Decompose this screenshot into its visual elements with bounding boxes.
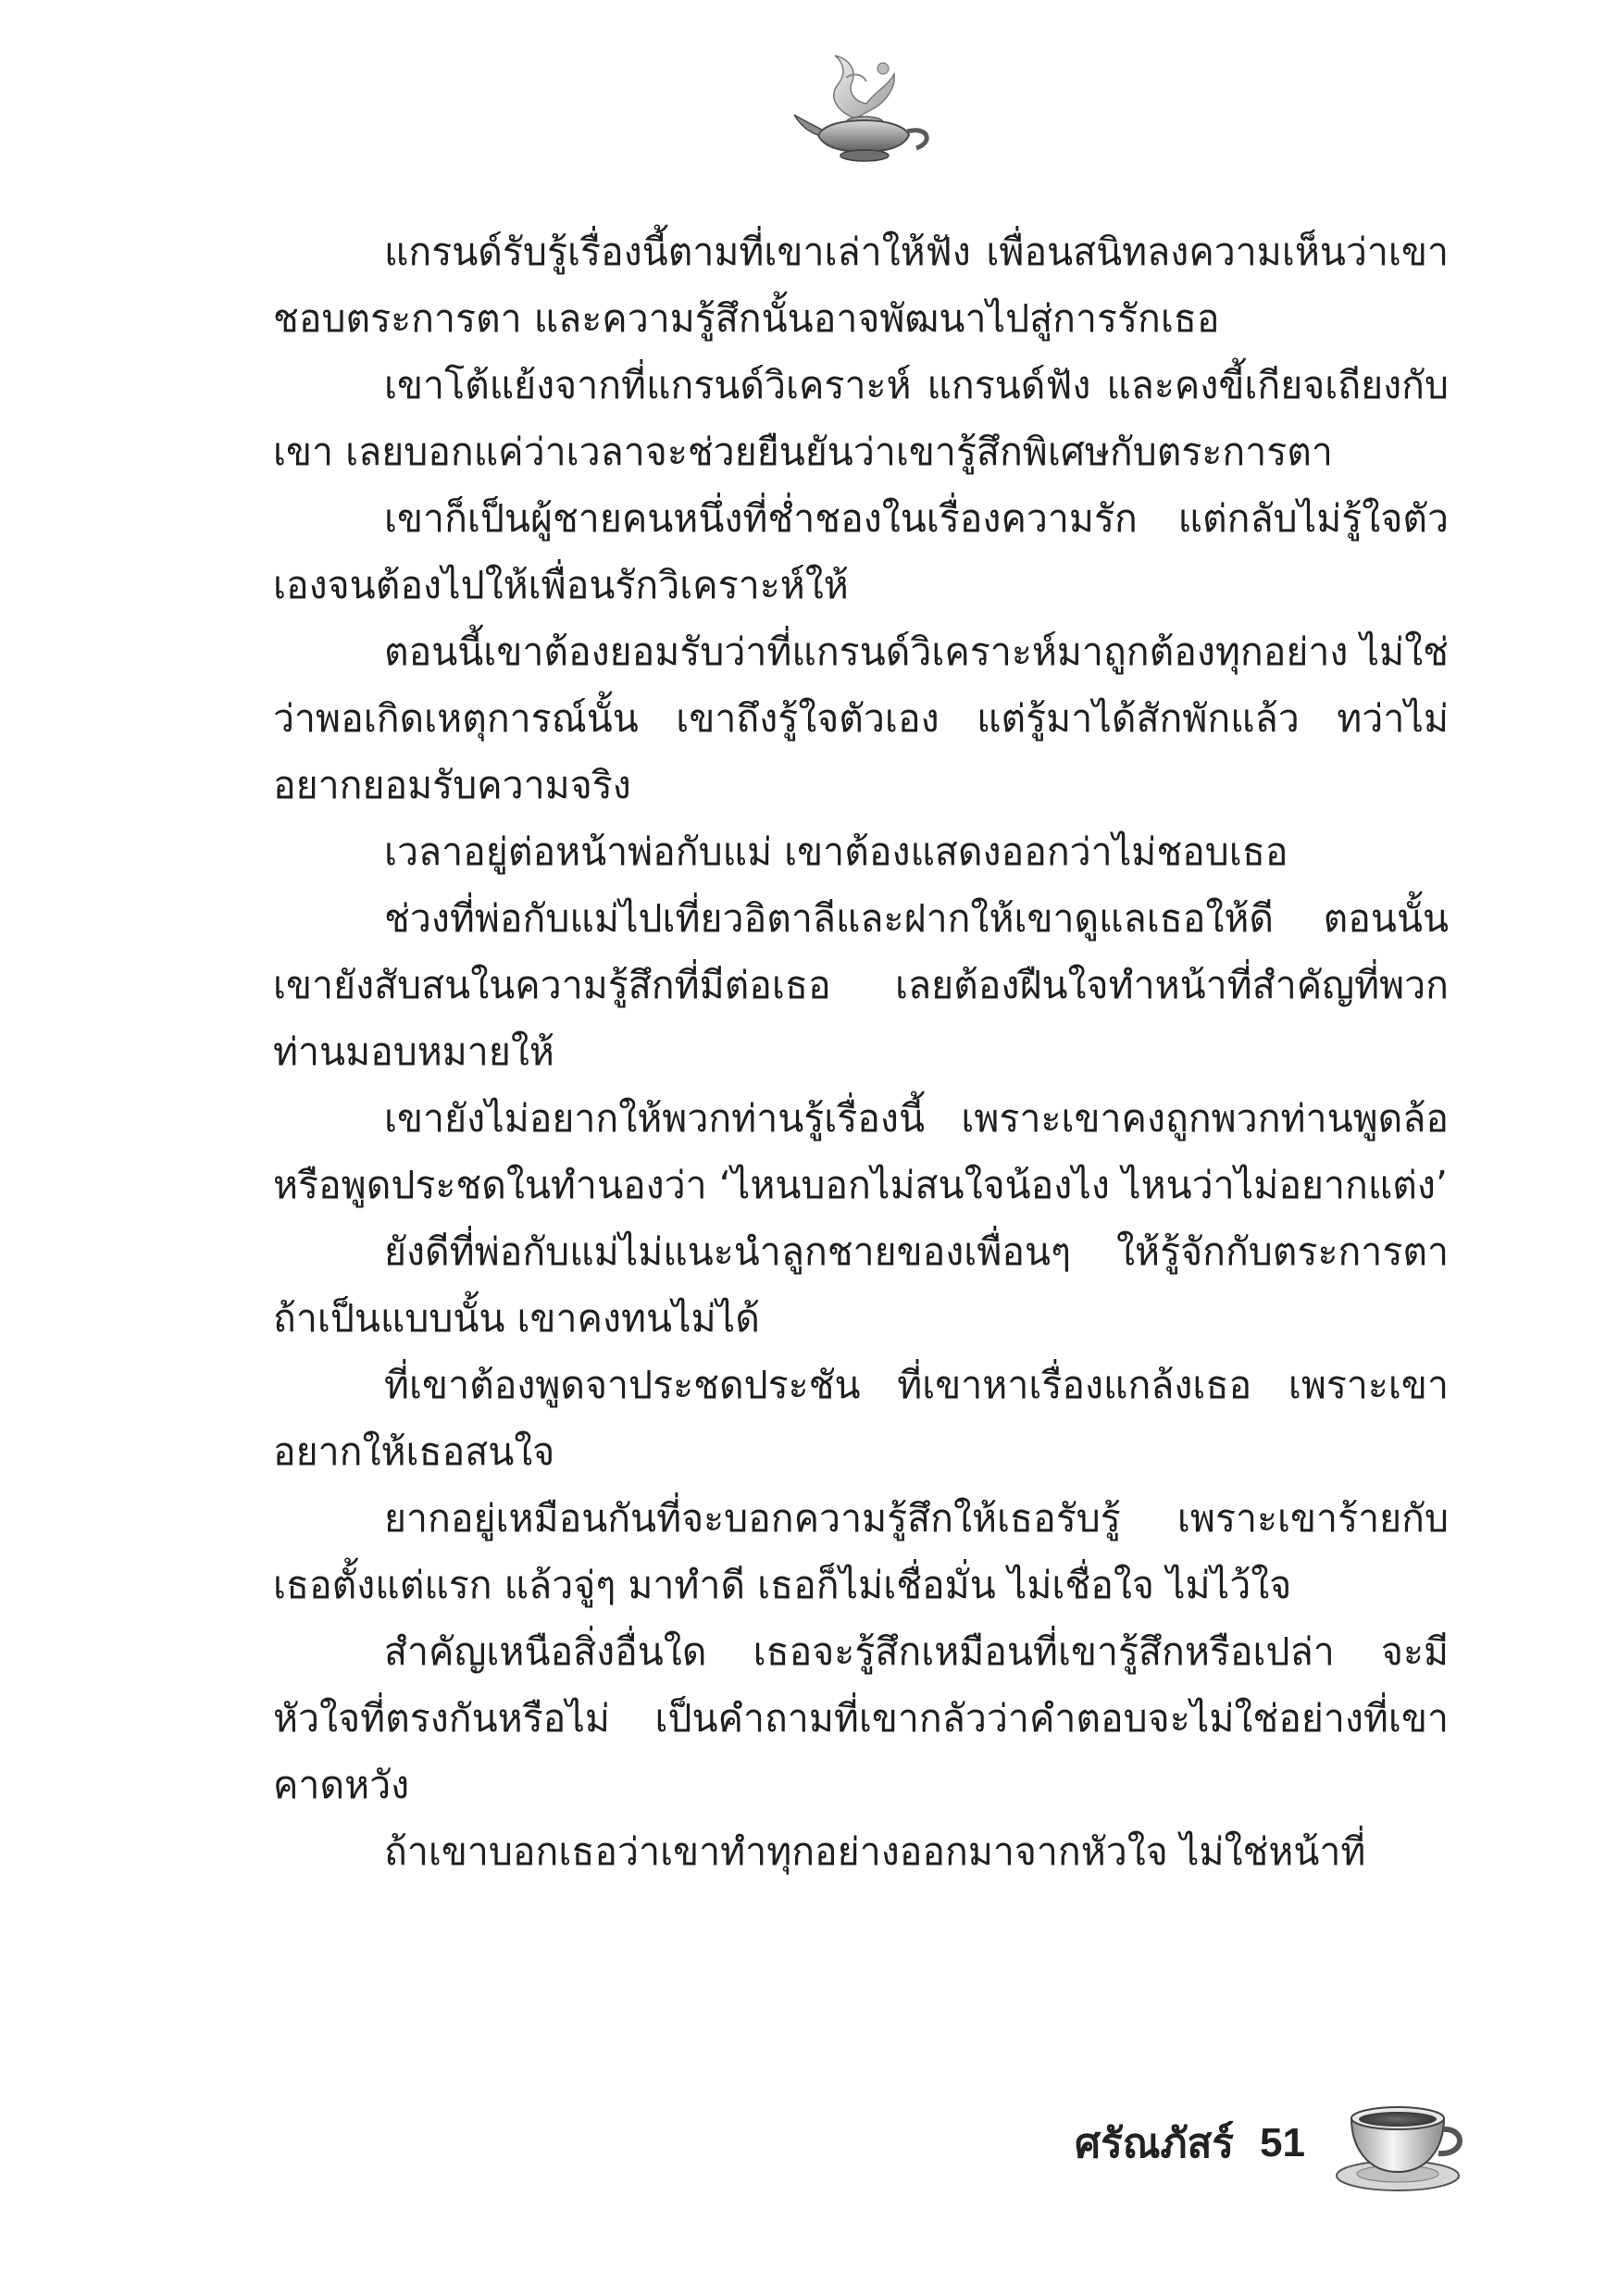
paragraph: ช่วงที่พ่อกับแม่ไปเที่ยวอิตาลีและฝากให้เขาดูแลเธอให้ดี ตอนนั้นเขายังสับสนในความรู้สึกที่มีต่อเธอ เลยต้องฝืนใจทำหน้าที่สำคัญที่พวกท่านมอบหมายให้ [273,896,1449,1074]
paragraph: ยังดีที่พ่อกับแม่ไม่แนะนำลูกชายของเพื่อนๆ ให้รู้จักกับตระการตา ถ้าเป็นแบบนั้น เขาคงทนไม่ได้ [273,1229,1449,1341]
paragraph: เวลาอยู่ต่อหน้าพ่อกับแม่ เขาต้องแสดงออกว่าไม่ชอบเธอ [384,830,1288,874]
paragraph: เขาก็เป็นผู้ชายคนหนึ่งที่ช่ำชองในเรื่องความรัก แต่กลับไม่รู้ใจตัวเองจนต้องไปให้เพื่อนรักวิเคราะห์ให้ [273,496,1449,607]
paragraph: ตอนนี้เขาต้องยอมรับว่าที่แกรนด์วิเคราะห์มาถูกต้องทุกอย่าง ไม่ใช่ว่าพอเกิดเหตุการณ์นั้น เขาถึงรู้ใจตัวเอง แต่รู้มาได้สักพักแล้ว ทว่าไม่อยากยอมรับความจริง [273,630,1449,807]
page-body [273,218,1449,1885]
paragraph: ถ้าเขาบอกเธอว่าเขาทำทุกอย่างออกมาจากหัวใจ ไม่ใช่หน้าที่ [384,1829,1366,1874]
paragraph: เขาโต้แย้งจากที่แกรนด์วิเคราะห์ แกรนด์ฟัง และคงขี้เกียจเถียงกับเขา เลยบอกแค่ว่าเวลาจะช่วยยืนยันว่าเขารู้สึกพิเศษกับตระการตา [273,363,1449,474]
genie-lamp-icon [790,46,939,167]
paragraph: เขายังไม่อยากให้พวกท่านรู้เรื่องนี้ เพราะเขาคงถูกพวกท่านพูดล้อหรือพูดประชดในทำนองว่า ‘ไหนบอกไม่สนใจน้องไง ไหนว่าไม่อยากแต่ง’ [273,1096,1449,1207]
coffee-cup-icon [1331,2092,1470,2194]
author-name: ศรัณภัสร์ [1075,2120,1235,2167]
page-number: 51 [1260,2120,1305,2165]
page-footer [1075,2088,1470,2199]
paragraph: สำคัญเหนือสิ่งอื่นใด เธอจะรู้สึกเหมือนที่เขารู้สึกหรือเปล่า จะมีหัวใจที่ตรงกันหรือไม่ เป็นคำถามที่เขากลัวว่าคำตอบจะไม่ใช่อย่างที่เขาคาดหวัง [273,1629,1449,1807]
paragraph: ที่เขาต้องพูดจาประชดประชัน ที่เขาหาเรื่องแกล้งเธอ เพราะเขาอยากให้เธอสนใจ [273,1363,1449,1474]
paragraph: แกรนด์รับรู้เรื่องนี้ตามที่เขาเล่าให้ฟัง เพื่อนสนิทลงความเห็นว่าเขาชอบตระการตา และความรู้สึกนั้นอาจพัฒนาไปสู่การรักเธอ [273,230,1449,341]
paragraph: ยากอยู่เหมือนกันที่จะบอกความรู้สึกให้เธอรับรู้ เพราะเขาร้ายกับเธอตั้งแต่แรก แล้วจู่ๆ มาทำดี เธอก็ไม่เชื่อมั่น ไม่เชื่อใจ ไม่ไว้ใจ [273,1496,1449,1607]
